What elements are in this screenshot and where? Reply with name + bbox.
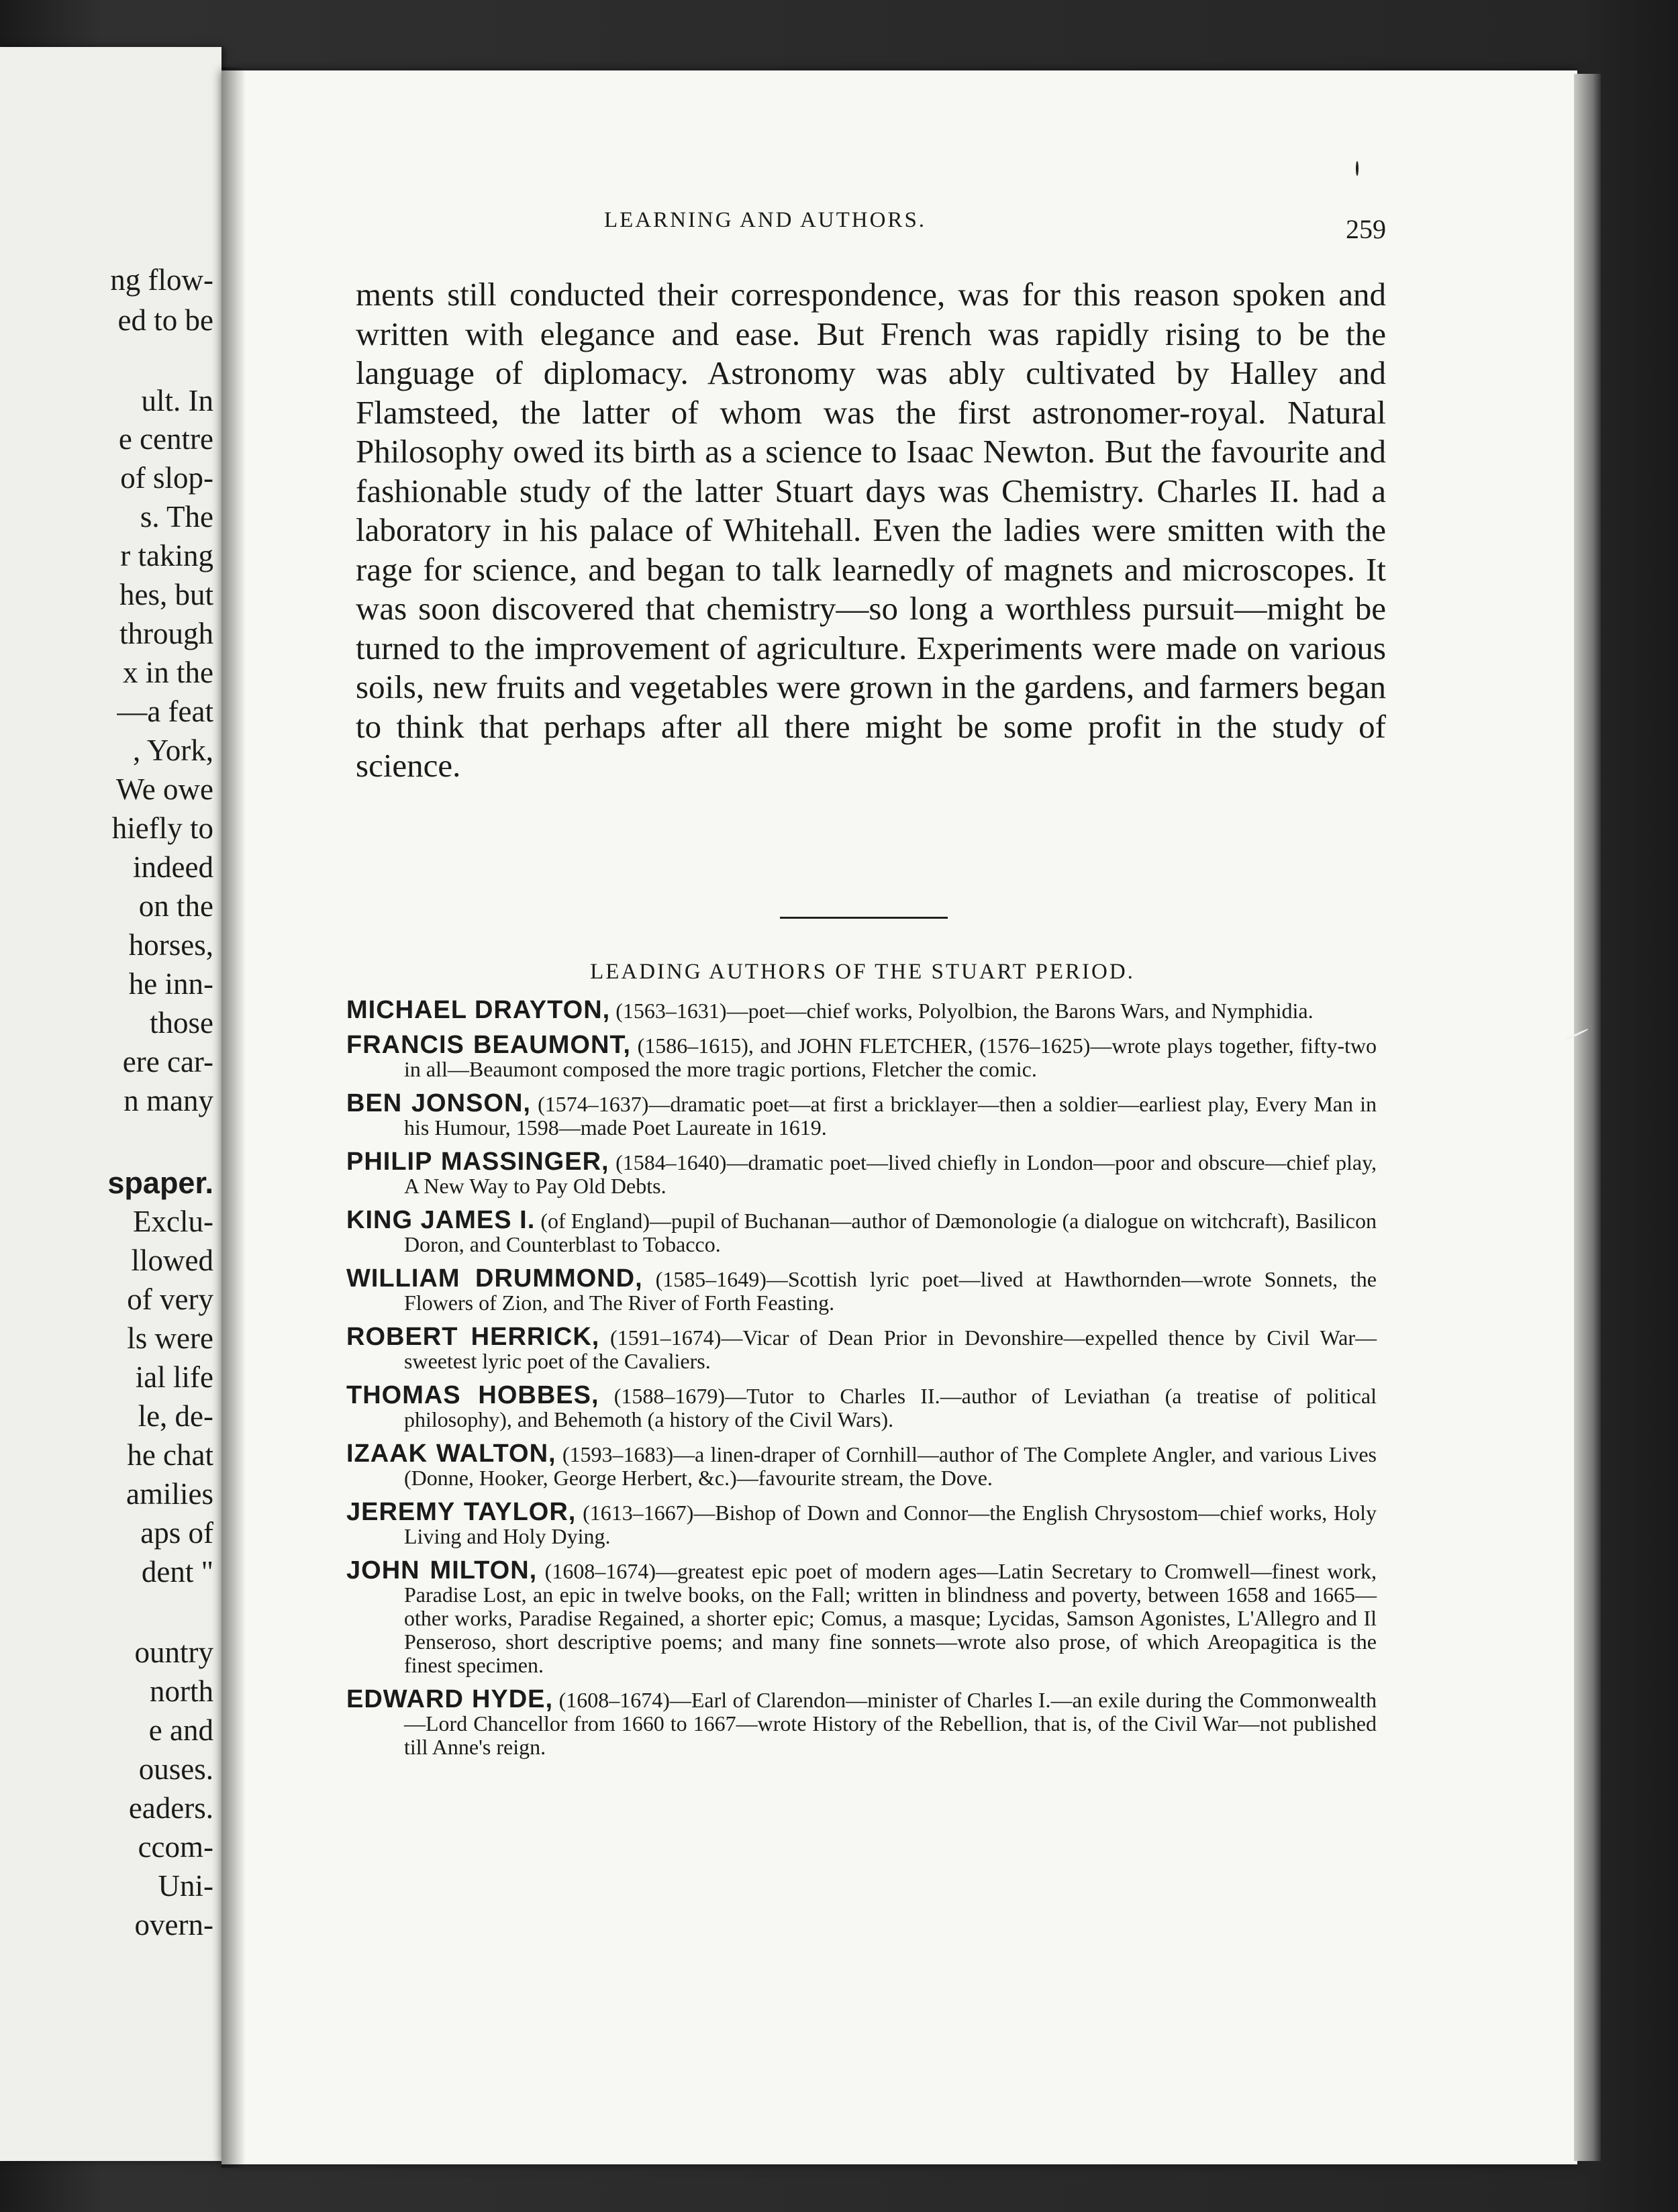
- author-description: (1588–1679)—Tutor to Charles II.—author of Leviathan (a treatise of political philosophy), and Behemoth (a history of the Civil Wars).: [404, 1384, 1377, 1431]
- author-entry: [346, 996, 1377, 1024]
- left-page-line: amilies: [126, 1477, 213, 1511]
- author-entry: [346, 1325, 1377, 1373]
- author-description: (1586–1615), and JOHN FLETCHER, (1576–1625)—wrote plays together, fifty-two in all—Beaumont composed the more tragic portions, Fletcher the comic.: [404, 1034, 1377, 1081]
- author-entry: [346, 1685, 1377, 1759]
- author-name: FRANCIS BEAUMONT,: [346, 1031, 631, 1059]
- left-page-line: ls were: [127, 1321, 213, 1355]
- left-page-line: north: [150, 1674, 213, 1708]
- author-name: PHILIP MASSINGER,: [346, 1148, 609, 1176]
- author-description: (1574–1637)—dramatic poet—at first a bricklayer—then a soldier—earliest play, Every Man in his Humour, 1598—made Poet Laureate in 1619.: [404, 1092, 1377, 1140]
- author-entry: [346, 1442, 1377, 1490]
- author-name: BEN JONSON,: [346, 1089, 531, 1117]
- left-page-line: hiefly to: [111, 811, 213, 845]
- author-entry: [346, 1381, 1377, 1431]
- left-page-line: dent ": [141, 1555, 213, 1589]
- author-description: (of England)—pupil of Buchanan—author of Dæmonologie (a dialogue on witchcraft), Basilicon Doron, and Counterblast to Tobacco.: [404, 1209, 1377, 1256]
- left-page-line: aps of: [140, 1516, 213, 1550]
- left-page-line: ial life: [135, 1360, 213, 1394]
- left-page-line: —a feat: [117, 695, 213, 728]
- left-page-line: We owe: [115, 772, 213, 806]
- left-page-line: ere car-: [122, 1045, 213, 1078]
- left-page-fragment: [0, 47, 221, 2161]
- author-description: (1591–1674)—Vicar of Dean Prior in Devonshire—expelled thence by Civil War—sweetest lyric poet of the Cavaliers.: [404, 1325, 1377, 1373]
- author-entry: [346, 1556, 1377, 1677]
- left-page-line: horses,: [128, 928, 213, 962]
- main-paragraph: ments still conducted their correspondence, was for this reason spoken and written with elegance and ease. But French was rapidly rising to be the language of diplomacy. Astronomy was ably cultivated by Halley and Flamsteed, the latter of whom was the first astronomer-royal. Natural Philosophy owed its birth as a science to Isaac Newton. But the favourite and fashionable study of the latter Stuart days was Chemistry. Charles II. had a laboratory in his palace of Whitehall. Even the ladies were smitten with the rage for science, and began to talk learnedly of magnets and microscopes. It was soon discovered that chemistry—so long a worthless pursuit—might be turned to the improvement of agriculture. Experiments were made on various soils, new fruits and vegetables were grown in the gardens, and farmers began to think that perhaps after all there might be some profit in the study of science.: [356, 276, 1386, 784]
- left-page-line: ed to be: [117, 303, 213, 337]
- left-page-line: hes, but: [119, 578, 213, 611]
- running-title: LEARNING AND AUTHORS.: [603, 208, 927, 232]
- left-page-line: those: [150, 1006, 213, 1040]
- section-divider-rule: [780, 917, 948, 919]
- author-description: (1613–1667)—Bishop of Down and Connor—the English Chrysostom—chief works, Holy Living and Holy Dying.: [404, 1501, 1377, 1548]
- page-number: 259: [1346, 214, 1386, 244]
- left-page-line: le, de-: [138, 1399, 213, 1433]
- author-description: (1585–1649)—Scottish lyric poet—lived at Hawthornden—wrote Sonnets, the Flowers of Zion, and The River of Forth Feasting.: [404, 1267, 1377, 1315]
- author-entry: [346, 1089, 1377, 1140]
- left-page-line: ountry: [134, 1636, 213, 1669]
- left-page-line: e centre: [118, 422, 213, 456]
- author-entry: [346, 1031, 1377, 1081]
- author-entry: [346, 1498, 1377, 1548]
- left-page-line: , York,: [132, 734, 213, 767]
- author-description: (1593–1683)—a linen-draper of Cornhill—author of The Complete Angler, and various Lives (Donne, Hooker, George Herbert, &c.)—favourite stream, the Dove.: [404, 1442, 1377, 1490]
- left-page-line: on the: [138, 889, 213, 923]
- author-description: (1608–1674)—Earl of Clarendon—minister of Charles I.—an exile during the Commonwealth—Lord Chancellor from 1660 to 1667—wrote History of the Rebellion, that is, of the Civil War—not published till Anne's reign.: [404, 1688, 1377, 1759]
- left-page-line: ccom-: [138, 1830, 213, 1864]
- author-name: KING JAMES I.: [346, 1206, 536, 1234]
- left-page-line: of slop-: [120, 461, 213, 495]
- left-page-line: eaders.: [128, 1791, 213, 1825]
- left-page-line: Exclu-: [133, 1205, 213, 1238]
- author-description: (1584–1640)—dramatic poet—lived chiefly in London—poor and obscure—chief play, A New Way to Pay Old Debts.: [404, 1150, 1377, 1198]
- author-name: THOMAS HOBBES,: [346, 1381, 599, 1409]
- author-name: MICHAEL DRAYTON,: [346, 996, 611, 1024]
- left-page-line: through: [119, 617, 213, 650]
- left-page-line: x in the: [123, 656, 213, 689]
- author-description: (1608–1674)—greatest epic poet of modern ages—Latin Secretary to Cromwell—finest work, Paradise Lost, an epic in twelve books, on the Fall; written in blindness and poverty, between 1658 and 1665—other works, Paradise Regained, a shorter epic; Comus, a masque; Lycidas, Samson Agonistes, L'Allegro and Il Penseroso, short descriptive poems; and many fine sonnets—wrote also prose, of which Areopagitica is the finest specimen.: [404, 1559, 1377, 1677]
- author-name: EDWARD HYDE,: [346, 1685, 554, 1713]
- author-description: (1563–1631)—poet—chief works, Polyolbion, the Barons Wars, and Nymphidia.: [610, 999, 1314, 1023]
- left-page-line: Uni-: [158, 1869, 213, 1903]
- author-entry: [346, 1264, 1377, 1315]
- author-name: JEREMY TAYLOR,: [346, 1498, 577, 1526]
- author-name: JOHN MILTON,: [346, 1556, 538, 1585]
- left-page-line: r taking: [120, 539, 213, 572]
- running-head: [0, 208, 1678, 233]
- left-page-line: overn-: [134, 1908, 213, 1942]
- left-page-line: indeed: [133, 850, 213, 884]
- left-page-line: he inn-: [128, 967, 213, 1001]
- left-page-line: ouses.: [138, 1752, 213, 1786]
- author-entry: [346, 1150, 1377, 1198]
- left-page-line: he chat: [127, 1438, 213, 1472]
- left-page-line: ng flow-: [110, 263, 213, 297]
- author-entry: [346, 1206, 1377, 1256]
- left-page-line: n many: [124, 1084, 213, 1117]
- author-name: IZAAK WALTON,: [346, 1440, 556, 1468]
- left-page-line: spaper.: [107, 1166, 213, 1200]
- section-heading-text: LEADING AUTHORS OF THE STUART PERIOD.: [590, 960, 1135, 984]
- author-name: ROBERT HERRICK,: [346, 1323, 600, 1351]
- section-heading: [0, 960, 1678, 985]
- authors-list: [346, 996, 1377, 1770]
- scan-speck: [1356, 161, 1359, 176]
- main-text-block: [356, 275, 1386, 786]
- left-page-line: ult. In: [141, 384, 213, 417]
- page-edge: [1574, 74, 1601, 2161]
- spine-shadow: [221, 67, 246, 2168]
- left-page-line: llowed: [131, 1244, 213, 1277]
- author-name: WILLIAM DRUMMOND,: [346, 1264, 643, 1293]
- left-page-line: of very: [127, 1283, 213, 1316]
- left-page-line: s. The: [140, 500, 213, 534]
- left-page-line: e and: [148, 1713, 213, 1747]
